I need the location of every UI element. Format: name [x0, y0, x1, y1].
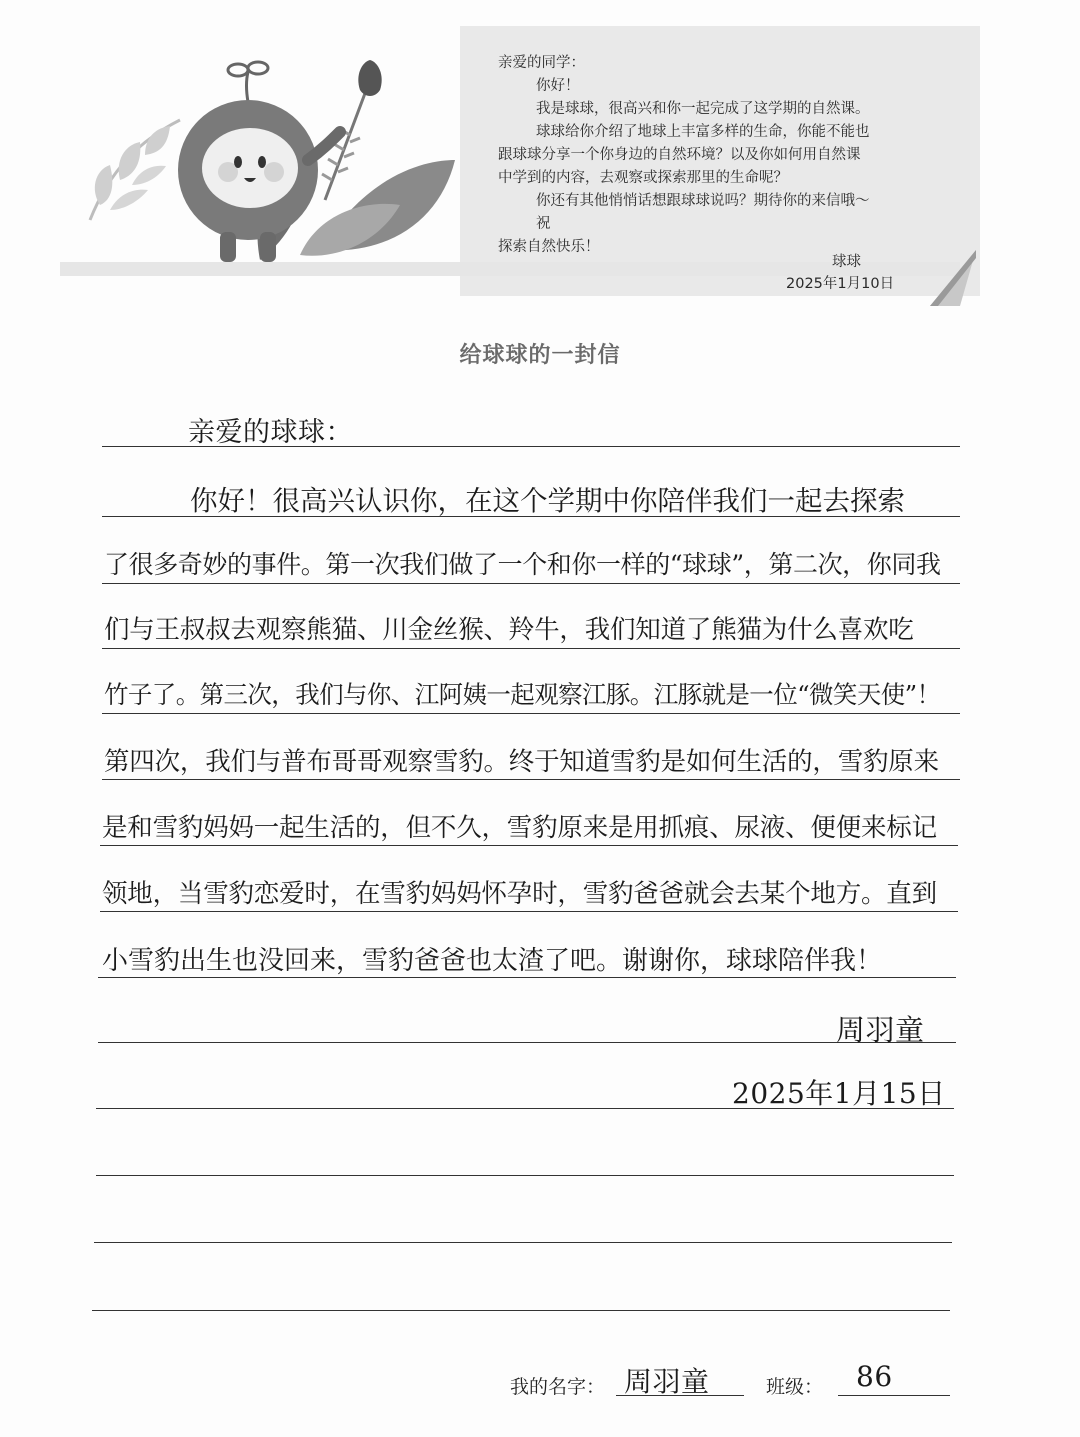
handwritten-salutation: 亲爱的球球： [188, 417, 353, 448]
ruled-line [102, 648, 960, 649]
printed-line: 跟球球分享一个你身边的自然环境？以及你如何用自然课 [498, 147, 861, 163]
ruled-line [102, 583, 960, 584]
name-underline [616, 1395, 744, 1396]
printed-line: 你还有其他悄悄话想跟球球说吗？期待你的来信哦～ [536, 193, 870, 209]
handwritten-line: 竹子了。第三次，我们与你、江阿姨一起观察江豚。江豚就是一位“微笑天使”！ [104, 680, 941, 709]
handwritten-line: 第四次，我们与普布哥哥观察雪豹。终于知道雪豹是如何生活的，雪豹原来 [104, 747, 939, 777]
printed-closing-blessing: 探索自然快乐！ [498, 239, 600, 255]
printed-salutation: 亲爱的同学： [498, 55, 585, 71]
handwritten-signature: 周羽童 [836, 1013, 925, 1047]
ruled-line [100, 911, 958, 912]
name-label: 我的名字： [510, 1376, 606, 1398]
ruled-line [98, 977, 956, 978]
mascot-illustration [70, 50, 470, 280]
ruled-line [102, 779, 960, 780]
ruled-line [100, 845, 958, 846]
page-title: 给球球的一封信 [459, 343, 621, 368]
printed-closing-wish: 祝 [536, 216, 551, 232]
printed-signature: 球球 [832, 254, 861, 270]
handwritten-line: 是和雪豹妈妈一起生活的，但不久，雪豹原来是用抓痕、尿液、便便来标记 [102, 813, 937, 843]
handwritten-line: 你好！很高兴认识你，在这个学期中你陪伴我们一起去探索 [190, 485, 905, 517]
class-label: 班级： [766, 1376, 824, 1398]
handwritten-line: 们与王叔叔去观察熊猫、川金丝猴、羚牛，我们知道了熊猫为什么喜欢吃 [104, 615, 914, 645]
printed-line: 中学到的内容，去观察或探索那里的生命呢？ [498, 170, 788, 186]
printed-line: 球球给你介绍了地球上丰富多样的生命，你能不能也 [536, 124, 870, 140]
name-value: 周羽童 [624, 1365, 710, 1398]
handwritten-line: 领地，当雪豹恋爱时，在雪豹妈妈怀孕时，雪豹爸爸就会去某个地方。直到 [102, 879, 937, 909]
printed-greeting: 你好！ [536, 78, 580, 94]
handwritten-line: 小雪豹出生也没回来，雪豹爸爸也太渣了吧。谢谢你，球球陪伴我！ [102, 946, 883, 976]
ruled-line [98, 1042, 956, 1043]
ruled-line [102, 713, 960, 714]
ruled-line [94, 1242, 952, 1243]
ruled-line [96, 1175, 954, 1176]
handwritten-line: 了很多奇妙的事件。第一次我们做了一个和你一样的“球球”，第二次，你同我 [104, 550, 941, 579]
ruled-line [92, 1310, 950, 1311]
handwritten-date: 2025年1月15日 [732, 1077, 946, 1110]
class-value: 86 [856, 1360, 893, 1393]
printed-letter [498, 52, 968, 259]
printed-line: 我是球球，很高兴和你一起完成了这学期的自然课。 [536, 101, 870, 117]
class-underline [838, 1395, 950, 1396]
printed-date: 2025年1月10日 [786, 276, 895, 292]
